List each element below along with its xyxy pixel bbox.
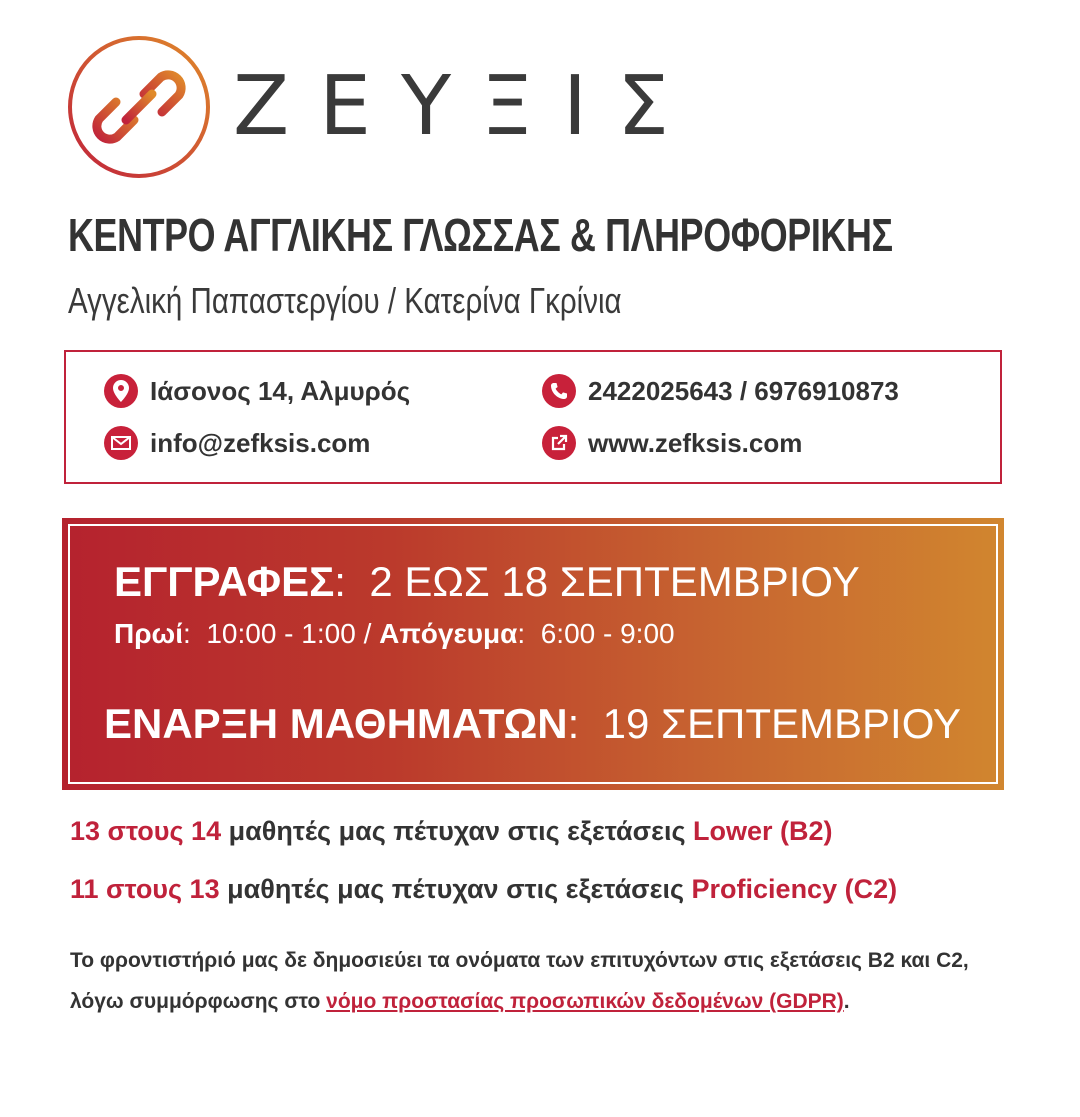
stat-c2 bbox=[70, 874, 897, 905]
email-text: info@zefksis.com bbox=[150, 427, 371, 458]
contact-box bbox=[64, 350, 1002, 484]
registration-sep: : bbox=[334, 558, 346, 605]
registration-dates: 2 ΕΩΣ 18 ΣΕΠΤΕΜΒΡΙΟΥ bbox=[369, 558, 860, 605]
stat-text: μαθητές μας πέτυχαν στις εξετάσεις bbox=[228, 816, 686, 846]
website-text: www.zefksis.com bbox=[588, 427, 803, 458]
notice-text: Το φροντιστήριό μας δε δημοσιεύει τα ονόματα των επιτυχόντων στις εξετάσεις B2 και C2, λόγω συμμόρφωσης στο bbox=[70, 949, 969, 1013]
registration-banner bbox=[62, 518, 1004, 790]
hours-separator: / bbox=[363, 618, 372, 649]
phone-icon bbox=[542, 374, 576, 408]
hours-line: Πρωί: 10:00 - 1:00 / Απόγευμα: 6:00 - 9:00 bbox=[114, 618, 675, 649]
stat-exam: Lower (B2) bbox=[693, 816, 833, 846]
start-date: 19 ΣΕΠΤΕΜΒΡΙΟΥ bbox=[602, 700, 962, 747]
stat-count: 13 στους 14 bbox=[70, 816, 222, 846]
registration-label: ΕΓΓΡΑΦΕΣ bbox=[114, 558, 335, 605]
notice-end: . bbox=[843, 990, 850, 1013]
envelope-icon bbox=[104, 426, 138, 460]
stat-count: 11 στους 13 bbox=[70, 874, 220, 904]
phone-text: 2422025643 / 6976910873 bbox=[588, 375, 899, 406]
location-pin-icon bbox=[104, 374, 138, 408]
address-item bbox=[104, 374, 410, 408]
address-text: Ιάσονος 14, Αλμυρός bbox=[150, 375, 411, 406]
center-title: ΚΕΝΤΡΟ ΑΓΓΛΙΚΗΣ ΓΛΩΣΣΑΣ & ΠΛΗΡΟΦΟΡΙΚΗΣ bbox=[68, 209, 893, 261]
stat-text: μαθητές μας πέτυχαν στις εξετάσεις bbox=[227, 874, 685, 904]
website-item[interactable] bbox=[542, 426, 802, 460]
email-item[interactable] bbox=[104, 426, 370, 460]
afternoon-hours: 6:00 - 9:00 bbox=[540, 618, 675, 649]
start-line: ΕΝΑΡΞΗ ΜΑΘΗΜΑΤΩΝ: 19 ΣΕΠΤΕΜΒΡΙΟΥ bbox=[104, 700, 962, 747]
start-label: ΕΝΑΡΞΗ ΜΑΘΗΜΑΤΩΝ bbox=[104, 700, 568, 747]
morning-hours: 10:00 - 1:00 bbox=[206, 618, 356, 649]
owners-subtitle: Αγγελική Παπαστεργίου / Κατερίνα Γκρίνια bbox=[68, 280, 622, 321]
phone-item[interactable] bbox=[542, 374, 899, 408]
gdpr-notice bbox=[70, 940, 1000, 1022]
zefksis-logo-icon bbox=[66, 34, 212, 180]
afternoon-label: Απόγευμα bbox=[379, 618, 518, 649]
morning-label: Πρωί bbox=[114, 618, 183, 649]
gdpr-link[interactable]: νόμο προστασίας προσωπικών δεδομένων (GDPR) bbox=[326, 990, 844, 1013]
stat-b2 bbox=[70, 816, 833, 847]
external-link-icon bbox=[542, 426, 576, 460]
stat-exam: Proficiency (C2) bbox=[691, 874, 898, 904]
brand-name: ΖΕΥΞΙΣ bbox=[233, 59, 699, 154]
registration-line bbox=[114, 558, 860, 606]
